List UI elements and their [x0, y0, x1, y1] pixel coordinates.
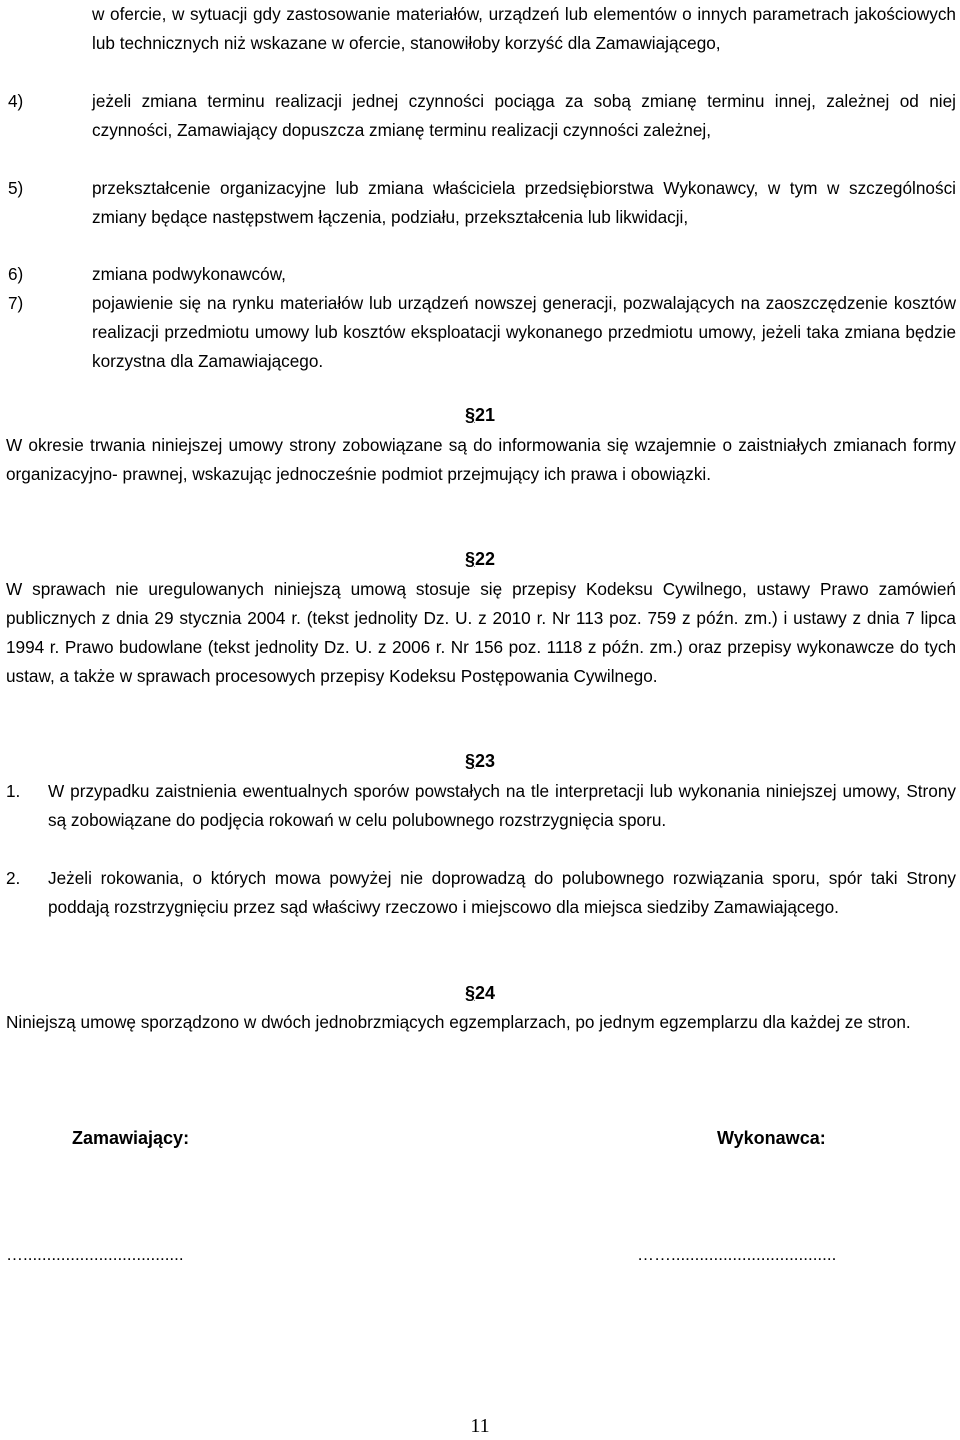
- list-text: jeżeli zmiana terminu realizacji jednej czynności pociąga za sobą zmianę terminu innej, zależnej od niej czynności, Zamawiający dopuszcza zmianę terminu realizacji czynności zależnej,: [92, 91, 956, 140]
- signature-label-wykonawca: Wykonawca:: [717, 1128, 826, 1148]
- section-sign: §: [464, 549, 475, 569]
- section-sign: §: [464, 405, 475, 425]
- intro-continuation: w ofercie, w sytuacji gdy zastosowanie materiałów, urządzeń lub elementów o innych parametrach jakościowych lub technicznych niż wskazane w ofercie, stanowiłoby korzyść dla Zamawiającego,: [92, 4, 956, 53]
- list-text: pojawienie się na rynku materiałów lub urządzeń nowszej generacji, pozwalających na zaoszczędzenie kosztów realizacji przedmiotu umowy lub kosztów eksploatacji wykonanego przedmiotu umowy, jeżeli taka zmiana będzie korzystna dla Zamawiającego.: [92, 293, 956, 371]
- page-number: 11: [470, 1415, 490, 1437]
- section-sign: §: [464, 983, 475, 1003]
- signature-line-right: ……...................................: [637, 1245, 837, 1264]
- section-sign: §: [464, 751, 475, 771]
- section-number: 23: [474, 751, 496, 771]
- list-text: przekształcenie organizacyjne lub zmiana właściciela przedsiębiorstwa Wykonawcy, w tym w szczególności zmiany będące następstwem łączenia, podziału, przekształcenia lub likwidacji,: [92, 178, 956, 227]
- section-heading-22: [0, 548, 960, 570]
- section-21-text: W okresie trwania niniejszej umowy strony zobowiązane są do informowania się wzajemnie o zaistniałych zmianach formy organizacyjno- prawnej, wskazując jednocześnie podmiot przejmujący ich prawa i obowiązki.: [6, 435, 956, 484]
- list-number: 5): [8, 178, 24, 198]
- list-number: 7): [8, 293, 24, 313]
- signature-label-zamawiajacy: Zamawiający:: [72, 1128, 190, 1148]
- item-text: Jeżeli rokowania, o których mowa powyżej nie doprowadzą do polubownego rozwiązania sporu, spór taki Strony poddają rozstrzygnięciu przez sąd właściwy rzeczowo i miejscowo dla miejsca siedziby Zamawiającego.: [48, 868, 956, 917]
- section-22-text: W sprawach nie uregulowanych niniejszą umową stosuje się przepisy Kodeksu Cywilnego, ustawy Prawo zamówień publicznych z dnia 29 stycznia 2004 r. (tekst jednolity Dz. U. z 2010 r. Nr 113 poz. 759 z późn. zm.) i ustawy z dnia 7 lipca 1994 r. Prawo budowlane (tekst jednolity Dz. U. z 2006 r. Nr 156 poz. 1118 z późn. zm.) oraz przepisy wykonawcze do tych ustaw, a także w sprawach procesowych przepisy Kodeksu Postępowania Cywilnego.: [6, 579, 956, 686]
- item-text: W przypadku zaistnienia ewentualnych sporów powstałych na tle interpretacji lub wykonania niniejszej umowy, Strony są zobowiązane do podjęcia rokowań w celu polubownego rozstrzygnięcia sporu.: [48, 781, 956, 830]
- list-number: 4): [8, 91, 24, 111]
- section-number: 24: [474, 983, 496, 1003]
- section-heading-23: [0, 750, 960, 772]
- item-number: 2.: [6, 868, 21, 888]
- list-text: zmiana podwykonawców,: [92, 264, 286, 284]
- signature-line-left: …..................................: [6, 1245, 184, 1264]
- section-number: 21: [474, 405, 496, 425]
- section-number: 22: [474, 549, 496, 569]
- section-heading-21: [0, 404, 960, 426]
- section-24-text: Niniejszą umowę sporządzono w dwóch jednobrzmiących egzemplarzach, po jednym egzemplarzu dla każdej ze stron.: [6, 1012, 911, 1032]
- section-heading-24: [0, 982, 960, 1004]
- item-number: 1.: [6, 781, 21, 801]
- list-number: 6): [8, 264, 24, 284]
